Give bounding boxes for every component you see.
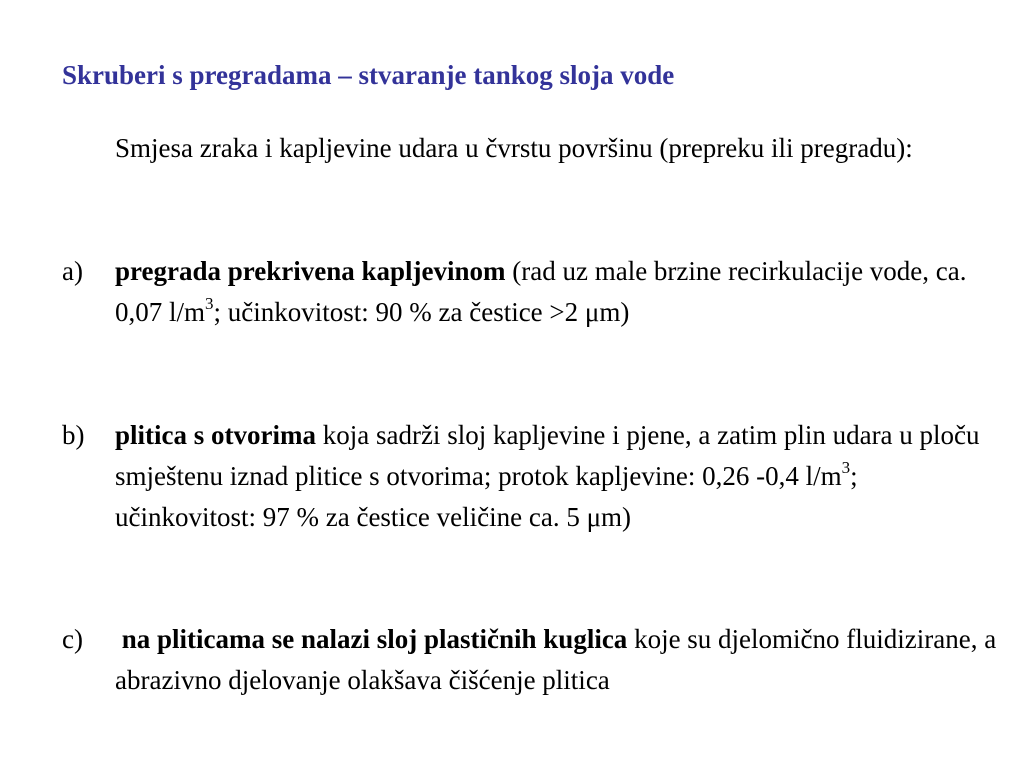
list-item-c <box>62 619 1002 701</box>
list-item-c-bold: na pliticama se nalazi sloj plastičnih kuglica <box>115 624 628 654</box>
list-item-b <box>62 415 1002 538</box>
list-item-b-superscript: 3 <box>841 458 851 477</box>
list-item-b-bold: plitica s otvorima <box>115 420 316 450</box>
list-item-a-bold: pregrada prekrivena kapljevinom <box>115 256 506 286</box>
list-marker-b: b) <box>62 420 85 450</box>
list-item-a-superscript: 3 <box>205 294 214 313</box>
list-item-a-text <box>115 251 1002 333</box>
list-item-b-text <box>115 415 1002 538</box>
list-item-b-text-1: koja sadrži sloj kapljevine i pjene, a zatim plin udara u ploču smještenu iznad plitice s otvorima; protok kapljevine: 0,26 -0,4 l/m <box>115 420 980 491</box>
slide-title: Skruberi s pregradama – stvaranje tankog sloja vode <box>62 60 675 90</box>
list-item-a-text-1: (rad uz male brzine recirkulacije vode, ca. 0,07 l/m <box>115 256 967 327</box>
list-item-c-text-1: koje su djelomično fluidizirane, a abrazivno djelovanje olakšava čišćenje plitica <box>115 624 997 695</box>
list-item-c-text <box>115 619 1002 701</box>
list-item-a-text-2: ; učinkovitost: 90 % za čestice >2 μm) <box>213 297 630 327</box>
list-item-b-text-2: ; učinkovitost: 97 % za čestice veličine ca. 5 μm) <box>115 461 858 532</box>
list-marker-c: c) <box>62 624 83 654</box>
list-marker-a: a) <box>62 256 83 286</box>
intro-paragraph: Smjesa zraka i kapljevine udara u čvrstu površinu (prepreku ili pregradu): <box>115 133 913 163</box>
list-item-a <box>62 251 1002 333</box>
